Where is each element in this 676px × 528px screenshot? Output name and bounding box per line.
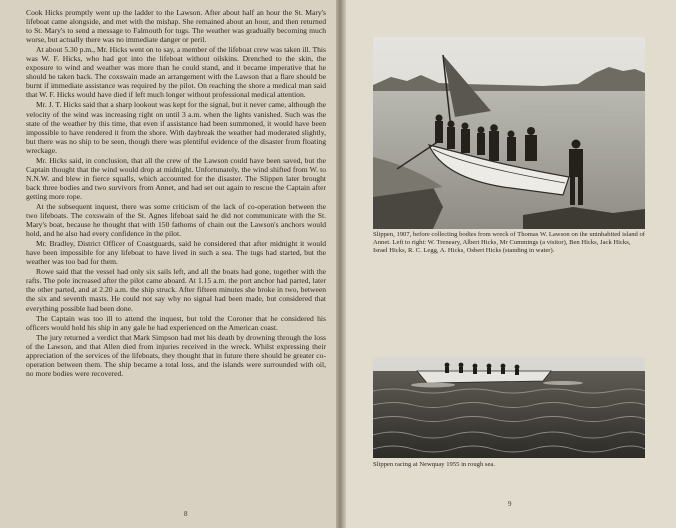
paragraph: The jury returned a verdict that Mark Simpson had met his death by drowning through the loss of the Lawson, and that Allen died from injuries received in the wreck. Whilst expressing their appreciation of the services of the lifeboats, they thought that in future there should be greater co-operation between them. The ship became a total loss, and the islands were surrounded with oil, no more bodies were recovered. (26, 332, 326, 378)
photo-slippen-crew-image (373, 37, 645, 229)
paragraph: At about 5.30 p.m., Mr. Hicks went on to say, a member of the lifeboat crew was taken ill. This was W. F. Hicks, who had got into the lifeboat without oilskins. Drenched to the skin, the exposure to wind and weather was more than he could stand, and it became imperative that he should be taken back. The coxswain made an arrangement with the Lawson that a flare should be burnt if immediate assistance was required by the pilot. On reaching the shore a medical man said that W. F. Hicks would have died if left much longer without professional medical attention. (26, 45, 326, 100)
paragraph: Mr. Hicks said, in conclusion, that all the crew of the Lawson could have been saved, but the Captain thought that the wind would drop at midnight. Unfortunately, the wind shifted from W. to N.N.W. and blew in fierce squalls, which accounted for the disaster. The Slippen later brought back three bodies and two survivors from Annet, and had set out again to rescue the Captain after getting more rope. (26, 155, 326, 201)
left-text-column (26, 8, 326, 379)
paragraph: Rowe said that the vessel had only six sails left, and all the boats had gone, together with the rafts. The pole increased after the pilot came aboard. At 1.15 a.m. the port anchor had parted, later the other parted, and at 2.20 a.m. the ship struck. After fifteen minutes she broke in two, between the six and seventh masts. He could not say why no signal had been made, but considered that everything possible had been done. (26, 267, 326, 313)
photo-slippen-crew (373, 37, 645, 229)
photo-caption-racing: Slippen racing at Newquay 1955 in rough sea. (373, 461, 495, 468)
photo-slippen-racing (373, 357, 645, 458)
paragraph: Mr. J. T. Hicks said that a sharp lookout was kept for the signal, but it never came, although the velocity of the wind was increasing right on until 3 a.m. when the lights vanished. Such was the state of the weather by this time, that even if assistance had been summoned, it would have been impossible to have rendered it from the shore. With daybreak the weather had moderated slightly, but there was no ship to be seen, though there was plentiful evidence of the disaster from floating wreckage. (26, 100, 326, 155)
book-gutter (336, 0, 346, 528)
page-number-right: 9 (508, 500, 512, 508)
paragraph: Cook Hicks promptly went up the ladder to the Lawson. After about half an hour the St. Mary's lifeboat came alongside, and met with the mishap. She remained about an hour, and then returned to St. Mary's to send a message to Falmouth for tugs. The weather was gradually becoming much worse, but actually there was no immediate danger or peril. (26, 8, 326, 45)
paragraph: Mr. Bradley, District Officer of Coastguards, said he considered that after midnight it would have been impossible for any lifeboat to have lived in such a sea. The tugs had started, but the weather was too bad for them. (26, 239, 326, 267)
photo-slippen-racing-image (373, 357, 645, 458)
photo-caption-crew: Slippen, 1907, before collecting bodies from wreck of Thomas W. Lawson on the uninhabited island of Annet. Left to right: W. Treneary, Albert Hicks, Mr Cummings (a visitor), Ben Hicks, Jack Hicks, Israel Hicks, R. C. Legg, A. Hicks, Osbert Hicks (standing in water). (373, 231, 645, 254)
page-number-left: 8 (184, 510, 188, 518)
paragraph: The Captain was too ill to attend the inquest, but told the Coroner that he considered his officers would hold his ship in any gale he had experienced on the American coast. (26, 313, 326, 332)
paragraph: At the subsequent inquest, there was some criticism of the lack of co-operation between the two lifeboats. The coxswain of the St. Agnes lifeboat said he did not communicate with the St. Mary's boat, because he thought that with 150 fathoms of chain out the Lawson's anchors would hold, and he also had every confidence in the pilot. (26, 201, 326, 239)
